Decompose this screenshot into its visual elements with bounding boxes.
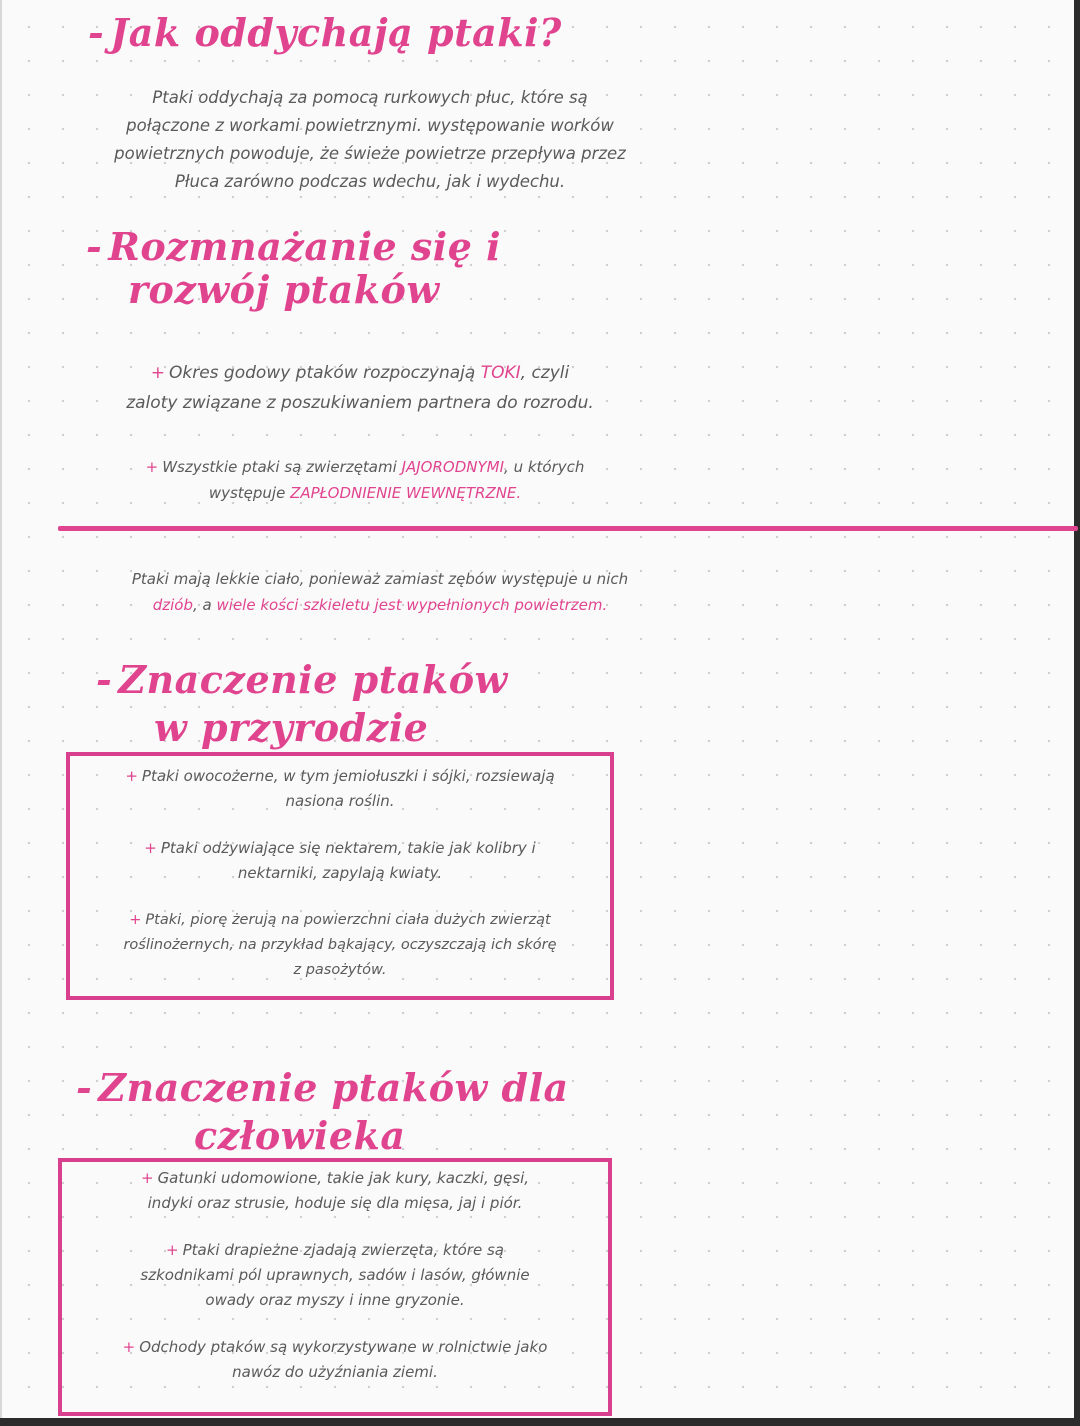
nature-item-1 [72,764,608,814]
paragraph-breathing [70,84,670,196]
term-jajorodne: JAJORODNYMI [401,458,505,476]
heading-human-line-2: człowieka [194,1113,406,1158]
page-bottom-edge [0,1418,1080,1426]
plus-icon: + [125,767,138,785]
reproduction-item-1-line-2: zaloty związane z poszukiwaniem partnera do rozrodu. [126,393,594,413]
heading-dash: - [86,224,103,269]
reproduction-item-2 [60,454,670,506]
nature-item-1-line-1: Ptaki owocożerne, w tym jemiołuszki i sójki, rozsiewają [141,767,555,785]
breathing-line-3: powietrznych powoduje, że świeże powietrze przepływa przez [114,144,626,163]
term-wypelnione-kosci: wiele kości szkieletu jest wypełnionych powietrzem. [216,596,608,614]
nature-item-3-line-2: roślinożernych, na przykład bąkający, oczyszczają ich skórę [123,937,557,953]
reproduction-item-2-post: , u których [504,458,585,476]
heading-nature [96,656,508,752]
term-dziob: dziób [152,596,193,614]
light-body-line-1: Ptaki mają lekkie ciało, ponieważ zamiast zębów występuje u nich [131,570,629,588]
nature-item-2-line-1: Ptaki odżywiające się nektarem, takie jak kolibry i [160,839,536,857]
plus-icon: + [122,1338,136,1356]
term-zaplodnienie: ZAPŁODNIENIE WEWNĘTRZNE. [290,484,522,502]
nature-item-3-line-1: Ptaki, piorę żerują na powierzchni ciała dużych zwierząt [145,912,551,928]
nature-item-1-line-2: nasiona roślin. [285,792,395,810]
heading-breathing [88,12,562,55]
heading-human-line-1: Znaczenie ptaków dla [98,1065,569,1110]
reproduction-item-2-text: Wszystkie ptaki są zwierzętami [162,458,397,476]
page-right-edge [1074,0,1080,1426]
page-left-edge [0,0,2,1426]
human-item-2 [62,1238,608,1313]
breathing-line-2: połączone z workami powietrznymi. występowanie worków [126,116,614,135]
breathing-line-4: Płuca zarówno podczas wdechu, jak i wydechu. [174,172,566,191]
term-toki: TOKI [480,363,521,383]
heading-dash: - [76,1065,93,1110]
nature-item-3 [72,908,608,983]
light-body-note [80,566,680,618]
plus-icon: + [144,839,157,857]
heading-dash: - [96,657,113,702]
human-item-3-line-2: nawóz do użyźniania ziemi. [232,1363,438,1381]
human-item-2-line-3: owady oraz myszy i inne gryzonie. [205,1291,465,1309]
human-item-2-line-2: szkodnikami pól uprawnych, sadów i lasów, głównie [140,1266,530,1284]
heading-nature-line-2: w przyrodzie [154,705,429,750]
section-divider [58,526,1078,531]
plus-icon: + [150,363,165,383]
heading-reproduction-line-1: Rozmnażanie się i [108,224,502,269]
human-item-3 [62,1335,608,1385]
nature-item-2-line-2: nektarniki, zapylają kwiaty. [237,864,443,882]
human-item-1-line-1: Gatunki udomowione, takie jak kury, kaczki, gęsi, [157,1169,530,1187]
human-item-3-line-1: Odchody ptaków są wykorzystywane w rolnictwie jako [139,1338,548,1356]
human-item-1-line-2: indyki oraz strusie, hoduje się dla mięsa, jaj i piór. [147,1194,523,1212]
human-item-1 [62,1166,608,1216]
heading-dash: - [88,10,105,55]
reproduction-item-1 [70,358,650,418]
nature-item-2 [72,836,608,886]
reproduction-item-2-line-2: występuje [208,484,286,502]
heading-reproduction [86,226,501,311]
breathing-line-1: Ptaki oddychają za pomocą rurkowych płuc, które są [152,88,588,107]
heading-human [76,1064,569,1160]
nature-item-3-line-3: z pasożytów. [293,962,387,978]
reproduction-item-1-post: , czyli [520,363,570,383]
human-item-2-line-1: Ptaki drapieżne zjadają zwierzęta, które są [182,1241,504,1259]
heading-nature-line-1: Znaczenie ptaków [118,657,508,702]
plus-icon: + [145,458,159,476]
nature-items [72,764,608,983]
plus-icon: + [140,1169,154,1187]
heading-breathing-text: Jak oddychają ptaki? [110,10,562,55]
heading-reproduction-line-2: rozwój ptaków [128,266,440,312]
human-items [62,1166,608,1385]
light-body-mid: , a [193,596,212,614]
plus-icon: + [129,912,142,928]
reproduction-item-1-text: Okres godowy ptaków rozpoczynają [169,363,476,383]
plus-icon: + [166,1241,179,1259]
